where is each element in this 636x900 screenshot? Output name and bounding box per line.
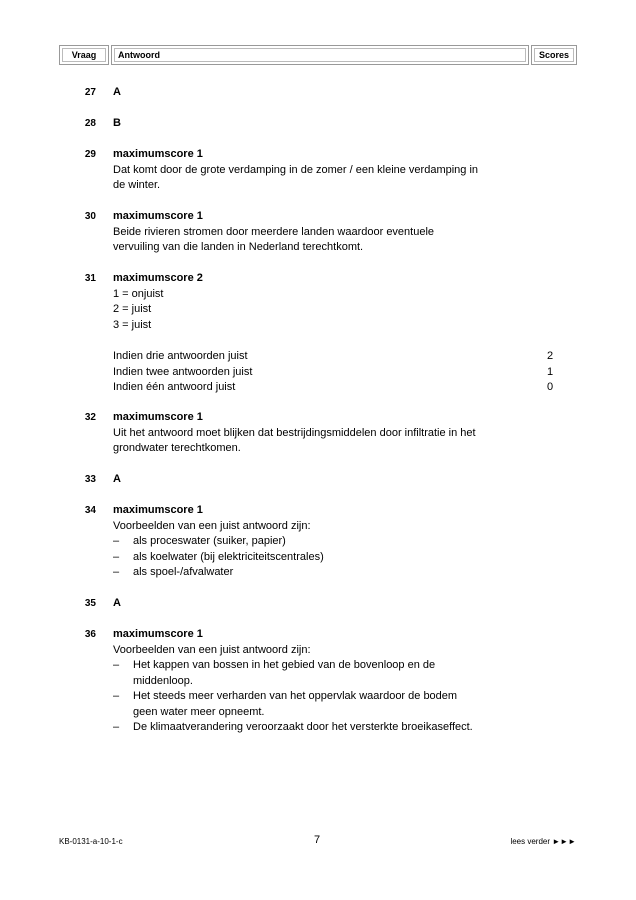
list-item: – De klimaatverandering veroorzaakt door het versterkte broeikaseffect. [113, 720, 533, 736]
dash-icon: – [113, 535, 120, 547]
answer-intro: Voorbeelden van een juist antwoord zijn: [113, 519, 311, 532]
max-score: maximumscore 1 [113, 148, 203, 160]
dash-icon: – [113, 566, 120, 578]
question-number: 30 [84, 211, 96, 222]
answer-line: de winter. [113, 179, 161, 191]
scoring-row: Indien drie antwoorden juist 2 [113, 349, 553, 365]
list-item: – als spoel-/afvalwater [113, 565, 533, 581]
scoring-row: Indien twee antwoorden juist 1 [113, 365, 553, 381]
max-score: maximumscore 1 [113, 504, 203, 516]
dash-icon: – [113, 550, 120, 563]
answer: A [113, 473, 121, 485]
question-number: 29 [84, 149, 96, 160]
answer-line: 3 = juist [113, 318, 152, 331]
score-value: 1 [547, 365, 554, 378]
question-number: 31 [84, 273, 96, 284]
answer-line: Uit het antwoord moet blijken dat bestrijdingsmiddelen door infiltratie in het [113, 426, 476, 439]
answer-intro: Voorbeelden van een juist antwoord zijn: [113, 643, 311, 656]
answer-line: Beide rivieren stromen door meerdere landen waardoor eventuele [113, 225, 435, 238]
score-value: 0 [547, 381, 554, 393]
dash-icon: – [113, 659, 120, 671]
max-score: maximumscore 2 [113, 272, 203, 284]
list-item: – Het kappen van bossen in het gebied van de bovenloop en de middenloop. [113, 659, 436, 687]
question-number: 28 [84, 118, 96, 129]
question-number: 33 [84, 474, 96, 485]
question-number: 32 [84, 412, 96, 423]
score-value: 2 [547, 350, 554, 362]
footer-code: KB-0131-a-10-1-c [59, 837, 123, 846]
list-item: – als koelwater (bij elektriciteitscentrales) [113, 550, 533, 566]
dash-icon: – [113, 690, 120, 702]
question-number: 36 [84, 629, 96, 640]
answer-line: grondwater terechtkomen. [113, 442, 241, 454]
answer-line: Dat komt door de grote verdamping in de zomer / een kleine verdamping in [113, 163, 479, 176]
question-number: 35 [84, 598, 96, 609]
header-antwoord: Antwoord [111, 45, 529, 65]
next-page-link[interactable]: lees verder ►►► [510, 837, 576, 846]
answer: A [113, 597, 121, 609]
header-vraag: Vraag [59, 45, 109, 65]
answer-line: 2 = juist [113, 303, 152, 315]
answer-line: vervuiling van die landen in Nederland terechtkomt. [113, 241, 364, 253]
max-score: maximumscore 1 [113, 628, 203, 640]
question-number: 34 [84, 505, 96, 516]
page-number: 7 [314, 834, 321, 846]
answer-line: 1 = onjuist [113, 287, 164, 300]
list-item: – Het steeds meer verharden van het oppervlak waardoor de bodem geen water meer opneemt. [113, 690, 458, 718]
header-scores: Scores [531, 45, 577, 65]
answer: B [113, 117, 121, 129]
max-score: maximumscore 1 [113, 210, 203, 222]
scoring-row: Indien één antwoord juist 0 [113, 380, 553, 396]
dash-icon: – [113, 721, 120, 733]
question-number: 27 [84, 87, 96, 98]
max-score: maximumscore 1 [113, 411, 203, 423]
answer: A [113, 86, 121, 98]
list-item: – als proceswater (suiker, papier) [113, 534, 533, 550]
